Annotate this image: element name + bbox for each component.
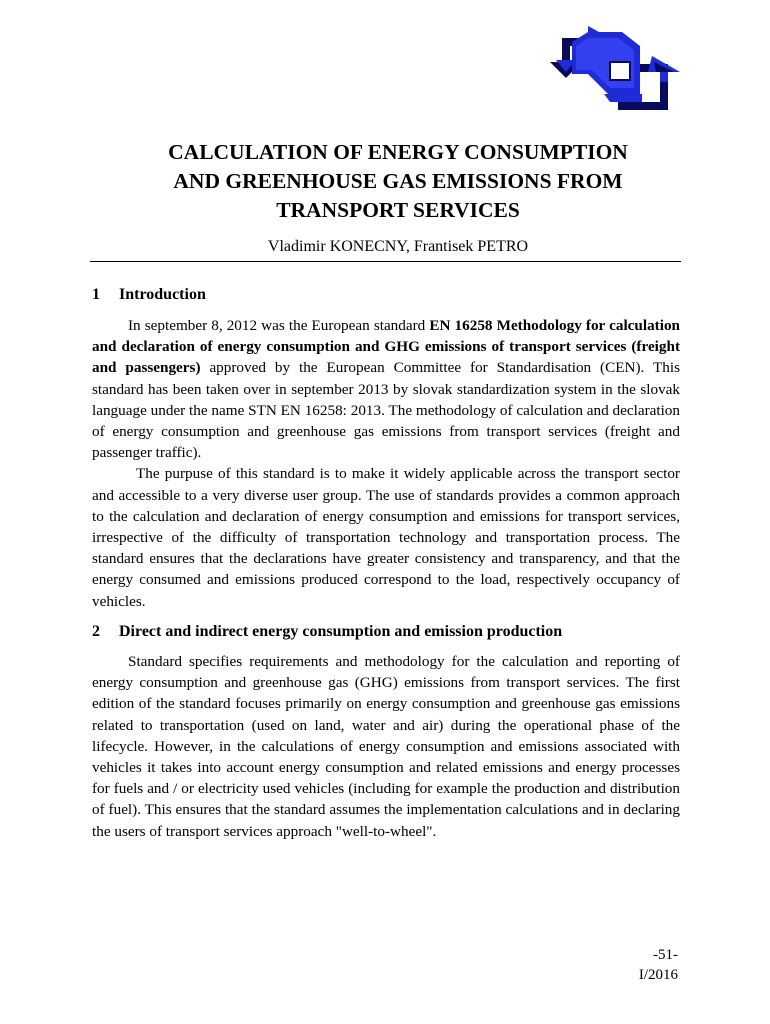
journal-logo-icon (548, 22, 684, 112)
paragraph: The purpuse of this standard is to make it widely applicable across the transport sector and accessible to a very diverse user group. The use of standards provides a common approach to the calculation and declaration of energy consumption and emissions for transport services, irrespective of the difficulty of transportation technology and transportation process. The standard ensures that the declarations have greater consistency and transparency, and that the energy consumed and emissions produced correspond to the load, respectively occupancy of vehicles. (92, 465, 680, 610)
title-line: CALCULATION OF ENERGY CONSUMPTION (168, 140, 628, 164)
section-heading (92, 285, 680, 305)
issue-label: I/2016 (638, 967, 678, 983)
page-footer (639, 945, 678, 985)
section-direct-indirect (92, 622, 680, 842)
section-title: Direct and indirect energy consumption and emission production (119, 623, 563, 640)
section-number: 2 (92, 623, 100, 640)
standard-name: EN 16258 Methodology for calculation and declaration of energy consumption and GHG emissions of transport services (freight and passengers) (92, 317, 680, 377)
paper-authors: Vladimir KONECNY, Frantisek PETRO (267, 238, 529, 255)
section-title: Introduction (119, 286, 206, 303)
section-number: 1 (92, 286, 100, 303)
paragraph: In september 8, 2012 was the European standard EN 16258 Methodology for calculation and declaration of energy consumption and GHG emissions of transport services (freight and passengers) approved by the European Committee for Standardisation (CEN). This standard has been taken over in september 2013 by slovak standardization system in the slovak language under the name STN EN 16258: 2013. The methodology of calculation and declaration of energy consumption and greenhouse gas emissions from transport services (freight and passenger traffic). (92, 317, 680, 462)
section-heading (92, 622, 680, 642)
title-line: TRANSPORT SERVICES (276, 198, 520, 222)
paper-title (118, 138, 678, 225)
paragraph: Standard specifies requirements and methodology for the calculation and reporting of energy consumption and greenhouse gas (GHG) emissions from transport services. The first edition of the standard focuses primarily on energy consumption and greenhouse gas emissions related to transportation (used on land, water and air) during the operational phase of the lifecycle. However, in the calculations of energy consumption and emissions associated with vehicles it takes into account energy consumption and related emissions and energy processes for fuels and / or electricity used vehicles (including for example the production and distribution of fuel). This ensures that the standard assumes the implementation calculations and in declaring the users of transport services approach "well-to-wheel". (92, 653, 680, 840)
page-number: -51- (653, 947, 678, 963)
section-introduction (92, 285, 680, 612)
title-line: AND GREENHOUSE GAS EMISSIONS FROM (173, 169, 623, 193)
title-divider (90, 261, 681, 262)
